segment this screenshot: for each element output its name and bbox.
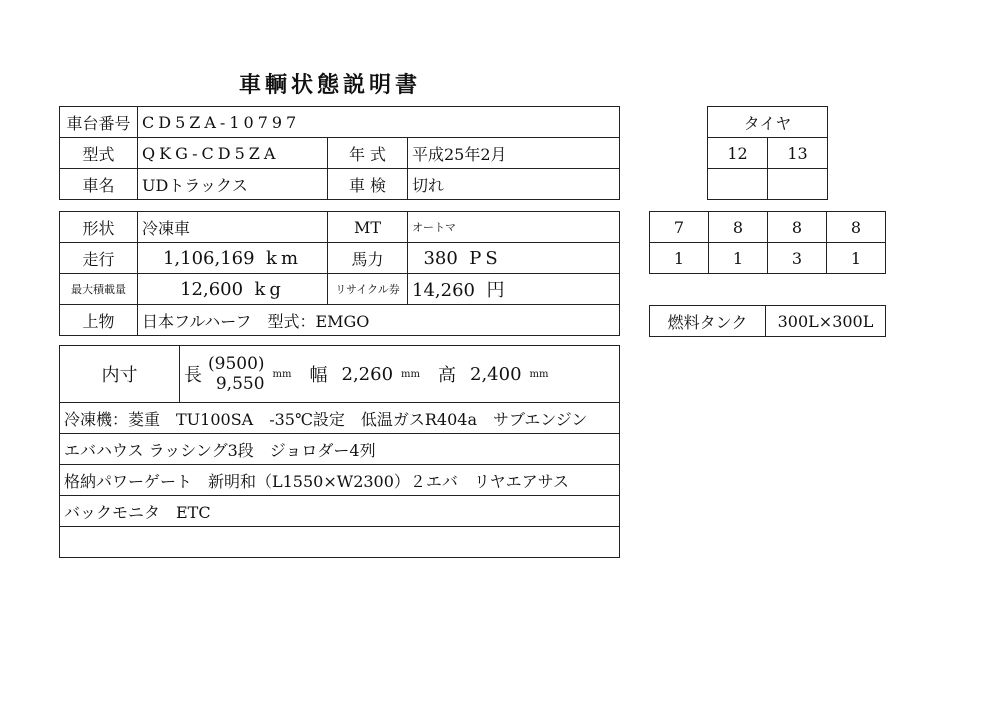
tyre-rear-top-value: 8 bbox=[768, 212, 827, 243]
tyre-rear-top-value: 8 bbox=[827, 212, 886, 243]
note-row bbox=[60, 403, 620, 434]
chassis-label: 車台番号 bbox=[60, 107, 138, 138]
tyre-front-blank bbox=[768, 169, 828, 200]
inspection-label: 車 検 bbox=[328, 169, 408, 200]
fuel-tank-table bbox=[649, 305, 886, 337]
year-value: 平成25年2月 bbox=[408, 138, 620, 169]
mileage-label: 走行 bbox=[60, 243, 138, 274]
note-line: エバハウス ラッシング3段 ジョロダー4列 bbox=[60, 434, 620, 465]
note-line bbox=[60, 527, 620, 558]
tyre-rear-bottom-value: 3 bbox=[768, 243, 827, 274]
tyre-rear-table bbox=[649, 211, 886, 274]
load-row bbox=[60, 274, 620, 305]
note-row bbox=[60, 496, 620, 527]
fuel-value: 300L×300L bbox=[766, 306, 886, 337]
shape-row bbox=[60, 212, 620, 243]
tyre-rear-bottom-value: 1 bbox=[827, 243, 886, 274]
vehicle-spec-table bbox=[59, 211, 620, 336]
chassis-row bbox=[60, 107, 620, 138]
shape-label: 形状 bbox=[60, 212, 138, 243]
tyre-rear-bottom-value: 1 bbox=[650, 243, 709, 274]
max-load-unit: kg bbox=[254, 278, 285, 300]
length-value: 9,550 bbox=[215, 374, 265, 394]
height-label: 高 bbox=[438, 365, 456, 386]
tyre-front-table bbox=[707, 106, 828, 200]
body-label: 上物 bbox=[60, 305, 138, 336]
recycle-label: リサイクル券 bbox=[328, 274, 408, 305]
name-value: UDトラックス bbox=[138, 169, 328, 200]
tyre-label: タイヤ bbox=[708, 107, 828, 138]
tyre-rear-bottom-value: 1 bbox=[709, 243, 768, 274]
dimensions-notes-table bbox=[59, 345, 620, 558]
length-stack bbox=[208, 354, 265, 394]
note-row bbox=[60, 465, 620, 496]
vehicle-id-table bbox=[59, 106, 620, 200]
width-label: 幅 bbox=[309, 365, 328, 386]
recycle-value: 14,260 bbox=[412, 280, 475, 301]
inspection-value: 切れ bbox=[408, 169, 620, 200]
mileage-cell bbox=[138, 243, 328, 274]
recycle-cell bbox=[408, 274, 620, 305]
tyre-rear-top-value: 7 bbox=[650, 212, 709, 243]
name-label: 車名 bbox=[60, 169, 138, 200]
length-old-value: (9500) bbox=[208, 354, 265, 374]
year-label: 年 式 bbox=[328, 138, 408, 169]
length-unit: mm bbox=[272, 368, 292, 380]
chassis-value: CD5ZA-10797 bbox=[138, 107, 620, 138]
note-line: バックモニタ ETC bbox=[60, 496, 620, 527]
model-label: 型式 bbox=[60, 138, 138, 169]
transmission-value: オートマ bbox=[408, 212, 620, 243]
max-load-label: 最大積載量 bbox=[60, 274, 138, 305]
length-label: 長 bbox=[184, 365, 202, 386]
body-row bbox=[60, 305, 620, 336]
transmission-label: MT bbox=[328, 212, 408, 243]
dimensions-label: 内寸 bbox=[60, 346, 180, 403]
mileage-unit: km bbox=[266, 247, 303, 269]
tyre-front-value: 12 bbox=[708, 138, 768, 169]
note-row bbox=[60, 527, 620, 558]
tyre-rear-top-value: 8 bbox=[709, 212, 768, 243]
note-line: 格納パワーゲート 新明和（L1550×W2300）２エバ リヤエアサス bbox=[60, 465, 620, 496]
shape-value: 冷凍車 bbox=[138, 212, 328, 243]
horsepower-unit: PS bbox=[469, 247, 502, 269]
note-line: 冷凍機：菱重 TU100SA -35℃設定 低温ガスR404a サブエンジン bbox=[60, 403, 620, 434]
tyre-front-blank bbox=[708, 169, 768, 200]
height-value: 2,400 bbox=[470, 363, 522, 385]
page-title: 車輌状態説明書 bbox=[238, 72, 421, 98]
dimensions-row bbox=[60, 346, 620, 403]
horsepower-cell bbox=[408, 243, 620, 274]
name-row bbox=[60, 169, 620, 200]
height-unit: mm bbox=[529, 368, 549, 380]
recycle-unit: 円 bbox=[486, 280, 505, 301]
width-unit: mm bbox=[401, 368, 420, 380]
max-load-cell bbox=[138, 274, 328, 305]
body-value: 日本フルハーフ 型式：EMGO bbox=[138, 305, 620, 336]
max-load-value: 12,600 bbox=[180, 278, 244, 300]
model-row bbox=[60, 138, 620, 169]
mileage-value: 1,106,169 bbox=[162, 247, 255, 269]
horsepower-value: 380 bbox=[423, 247, 458, 269]
dimensions-cell bbox=[180, 346, 620, 403]
model-value: QKG-CD5ZA bbox=[138, 138, 328, 169]
tyre-front-value: 13 bbox=[768, 138, 828, 169]
note-row bbox=[60, 434, 620, 465]
fuel-label: 燃料タンク bbox=[650, 306, 766, 337]
mileage-row bbox=[60, 243, 620, 274]
horsepower-label: 馬力 bbox=[328, 243, 408, 274]
width-value: 2,260 bbox=[341, 363, 394, 385]
